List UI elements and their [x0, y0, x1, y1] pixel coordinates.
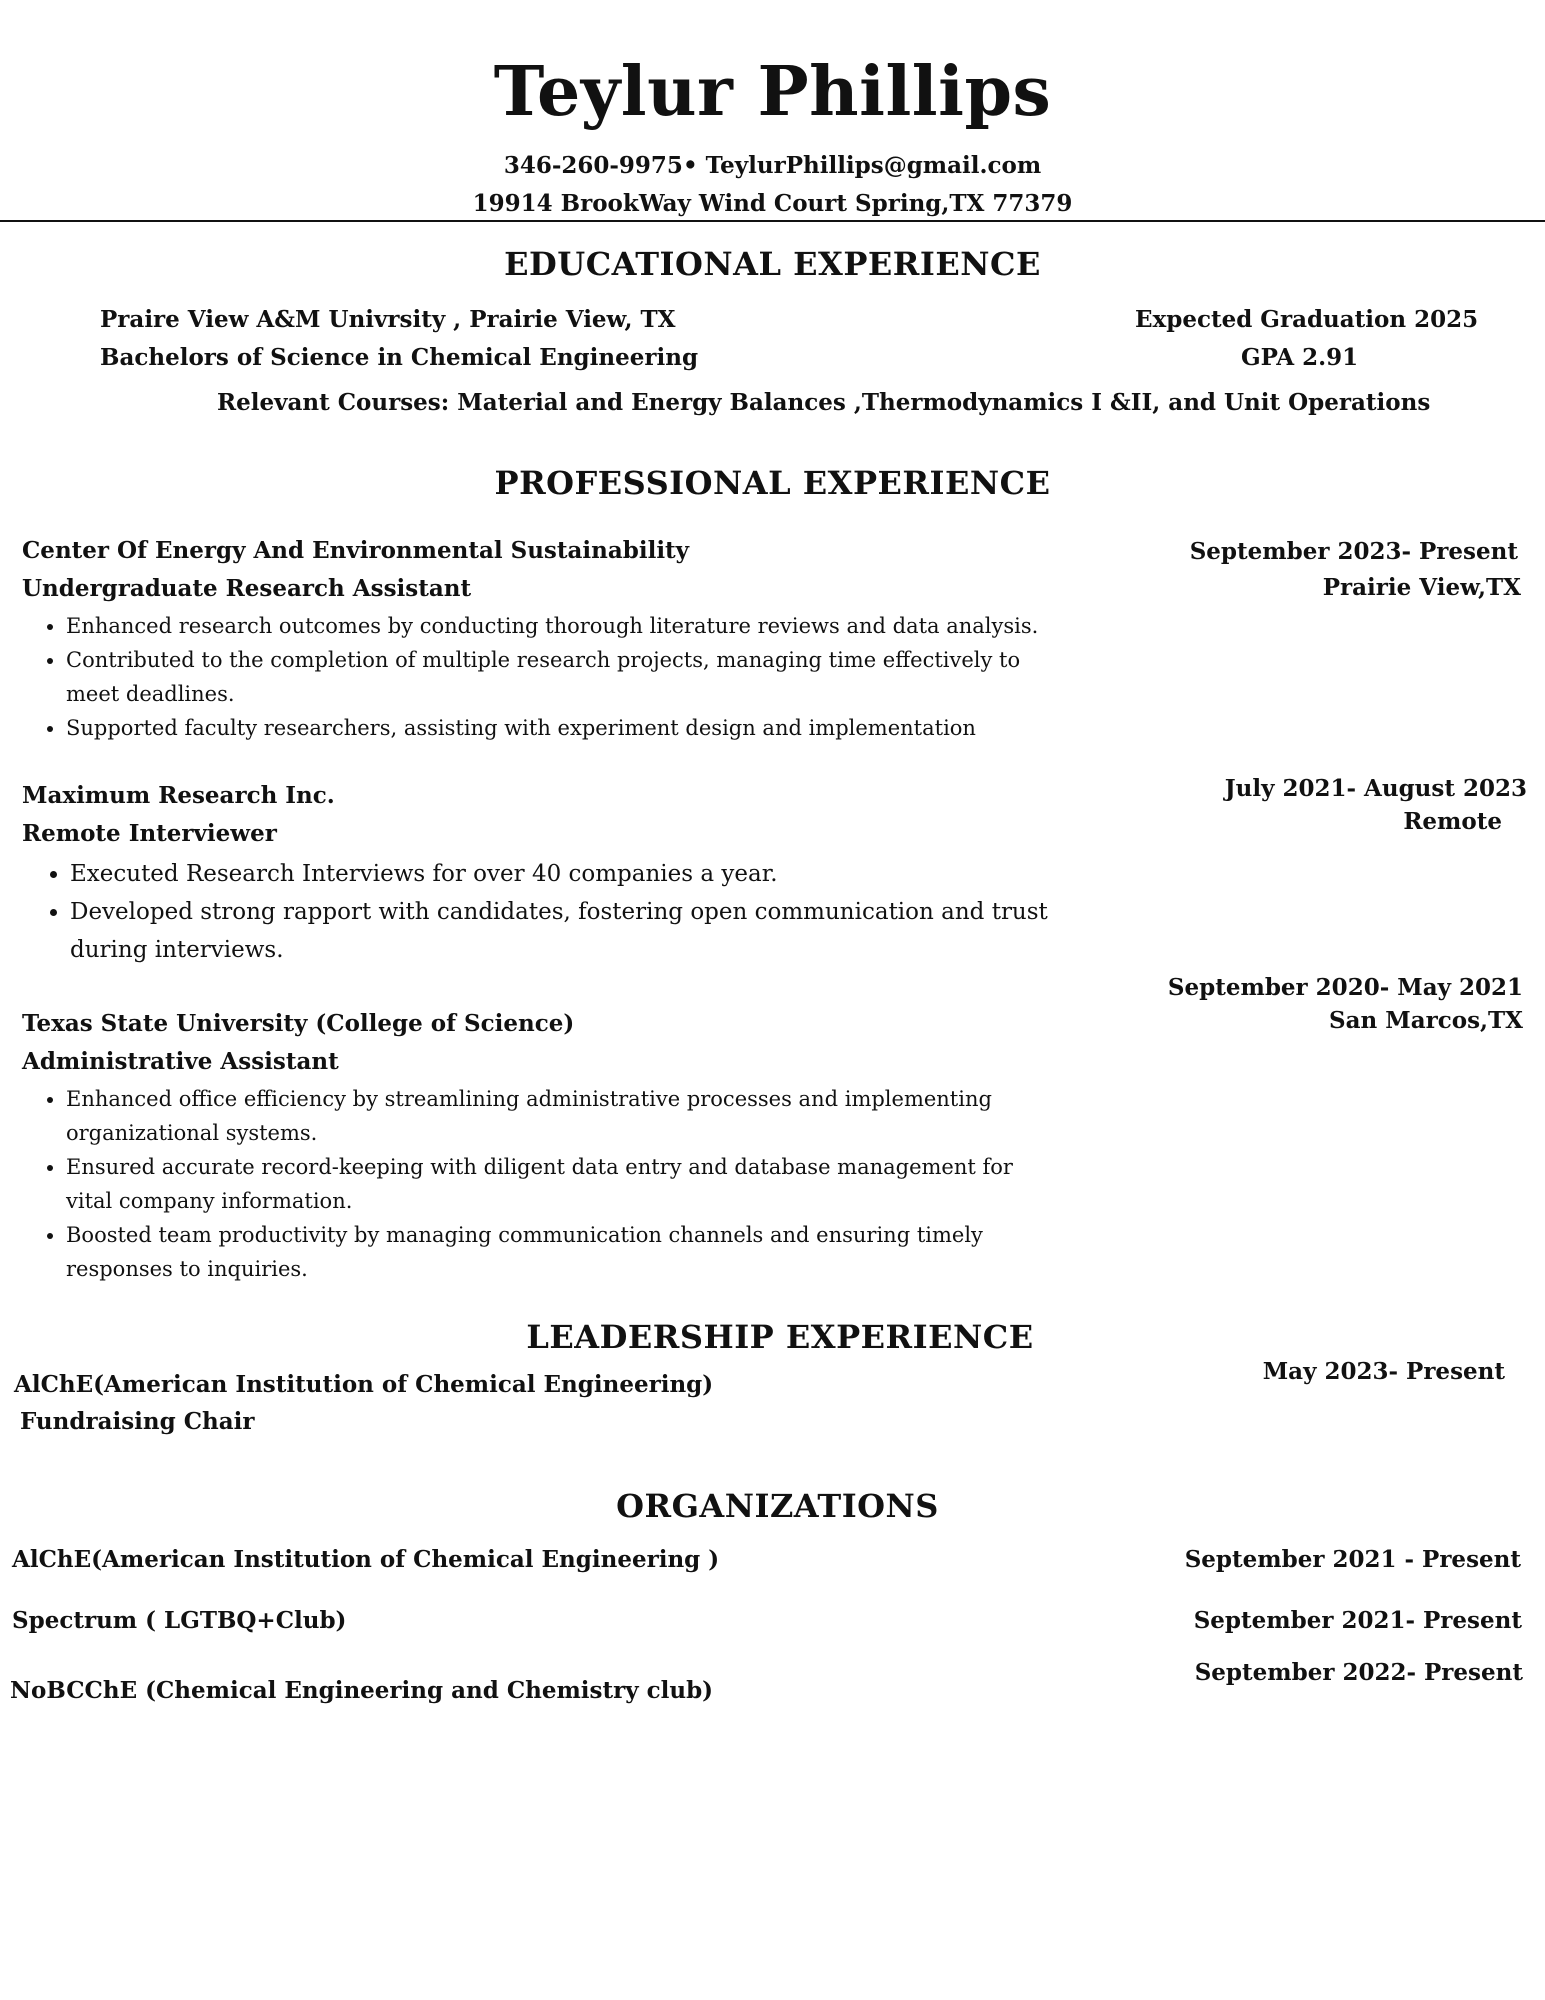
- job-role: Administrative Assistant: [22, 1048, 339, 1075]
- job-location: Prairie View,TX: [1322, 574, 1521, 601]
- leadership-org: AlChE(American Institution of Chemical Engineering): [14, 1371, 714, 1398]
- job-org: Center Of Energy And Environmental Sustainability: [22, 537, 690, 564]
- organization-name: Spectrum ( LGTBQ+Club): [12, 1607, 347, 1634]
- education-courses: Relevant Courses: Material and Energy Balances ,Thermodynamics I &II, and Unit Operations: [217, 389, 1431, 416]
- leadership-role: Fundraising Chair: [20, 1408, 255, 1435]
- job-bullet: • Enhanced office efficiency by streamlining administrative processes and implementing organizational systems.: [66, 1082, 1056, 1150]
- organization-name: NoBCChE (Chemical Engineering and Chemistry club): [10, 1677, 714, 1704]
- organizations-heading: ORGANIZATIONS: [616, 1487, 939, 1525]
- organization-dates: September 2021- Present: [1193, 1607, 1522, 1634]
- education-degree: Bachelors of Science in Chemical Engineering: [100, 344, 699, 371]
- professional-heading: PROFESSIONAL EXPERIENCE: [494, 464, 1051, 502]
- job-dates: September 2023- Present: [1189, 538, 1518, 565]
- organization-dates: September 2022- Present: [1194, 1659, 1523, 1686]
- job-org: Maximum Research Inc.: [22, 782, 335, 809]
- organization-dates: September 2021 - Present: [1184, 1546, 1521, 1573]
- job-bullets: [26, 855, 1060, 969]
- job-bullet: • Contributed to the completion of multiple research projects, managing time effectively to meet deadlines.: [66, 643, 1046, 711]
- job-bullet: • Enhanced research outcomes by conducting thorough literature reviews and data analysis.: [66, 609, 1046, 643]
- job-org: Texas State University (College of Science): [22, 1010, 575, 1037]
- job-dates: July 2021- August 2023: [1224, 775, 1527, 802]
- job-location: Remote: [1403, 808, 1502, 835]
- organization-name: AlChE(American Institution of Chemical Engineering ): [12, 1546, 720, 1573]
- education-graduation: Expected Graduation 2025: [1135, 306, 1479, 333]
- job-bullet: • Ensured accurate record-keeping with diligent data entry and database management for vital company information.: [66, 1150, 1056, 1218]
- job-bullet: • Developed strong rapport with candidates, fostering open communication and trust during interviews.: [70, 893, 1060, 969]
- job-bullet: • Executed Research Interviews for over 40 companies a year.: [70, 855, 1060, 893]
- job-bullet: • Boosted team productivity by managing communication channels and ensuring timely responses to inquiries.: [66, 1218, 1056, 1286]
- education-school: Praire View A&M Univrsity , Prairie View, TX: [100, 306, 676, 333]
- leadership-dates: May 2023- Present: [1262, 1358, 1505, 1385]
- job-bullets: [22, 1082, 1056, 1286]
- address-line: 19914 BrookWay Wind Court Spring,TX 77379: [472, 190, 1073, 217]
- header-divider: [0, 220, 1545, 222]
- job-role: Undergraduate Research Assistant: [22, 575, 472, 602]
- education-gpa: GPA 2.91: [1241, 344, 1359, 371]
- job-bullets: [22, 609, 1046, 745]
- job-role: Remote Interviewer: [22, 820, 277, 847]
- education-heading: EDUCATIONAL EXPERIENCE: [504, 245, 1041, 283]
- leadership-heading: LEADERSHIP EXPERIENCE: [526, 1318, 1034, 1356]
- job-location: San Marcos,TX: [1329, 1007, 1523, 1034]
- job-dates: September 2020- May 2021: [1167, 974, 1523, 1001]
- resume-name: Teylur Phillips: [493, 52, 1052, 132]
- job-bullet: • Supported faculty researchers, assisting with experiment design and implementation: [66, 711, 1046, 745]
- contact-line: 346-260-9975• TeylurPhillips@gmail.com: [503, 152, 1042, 179]
